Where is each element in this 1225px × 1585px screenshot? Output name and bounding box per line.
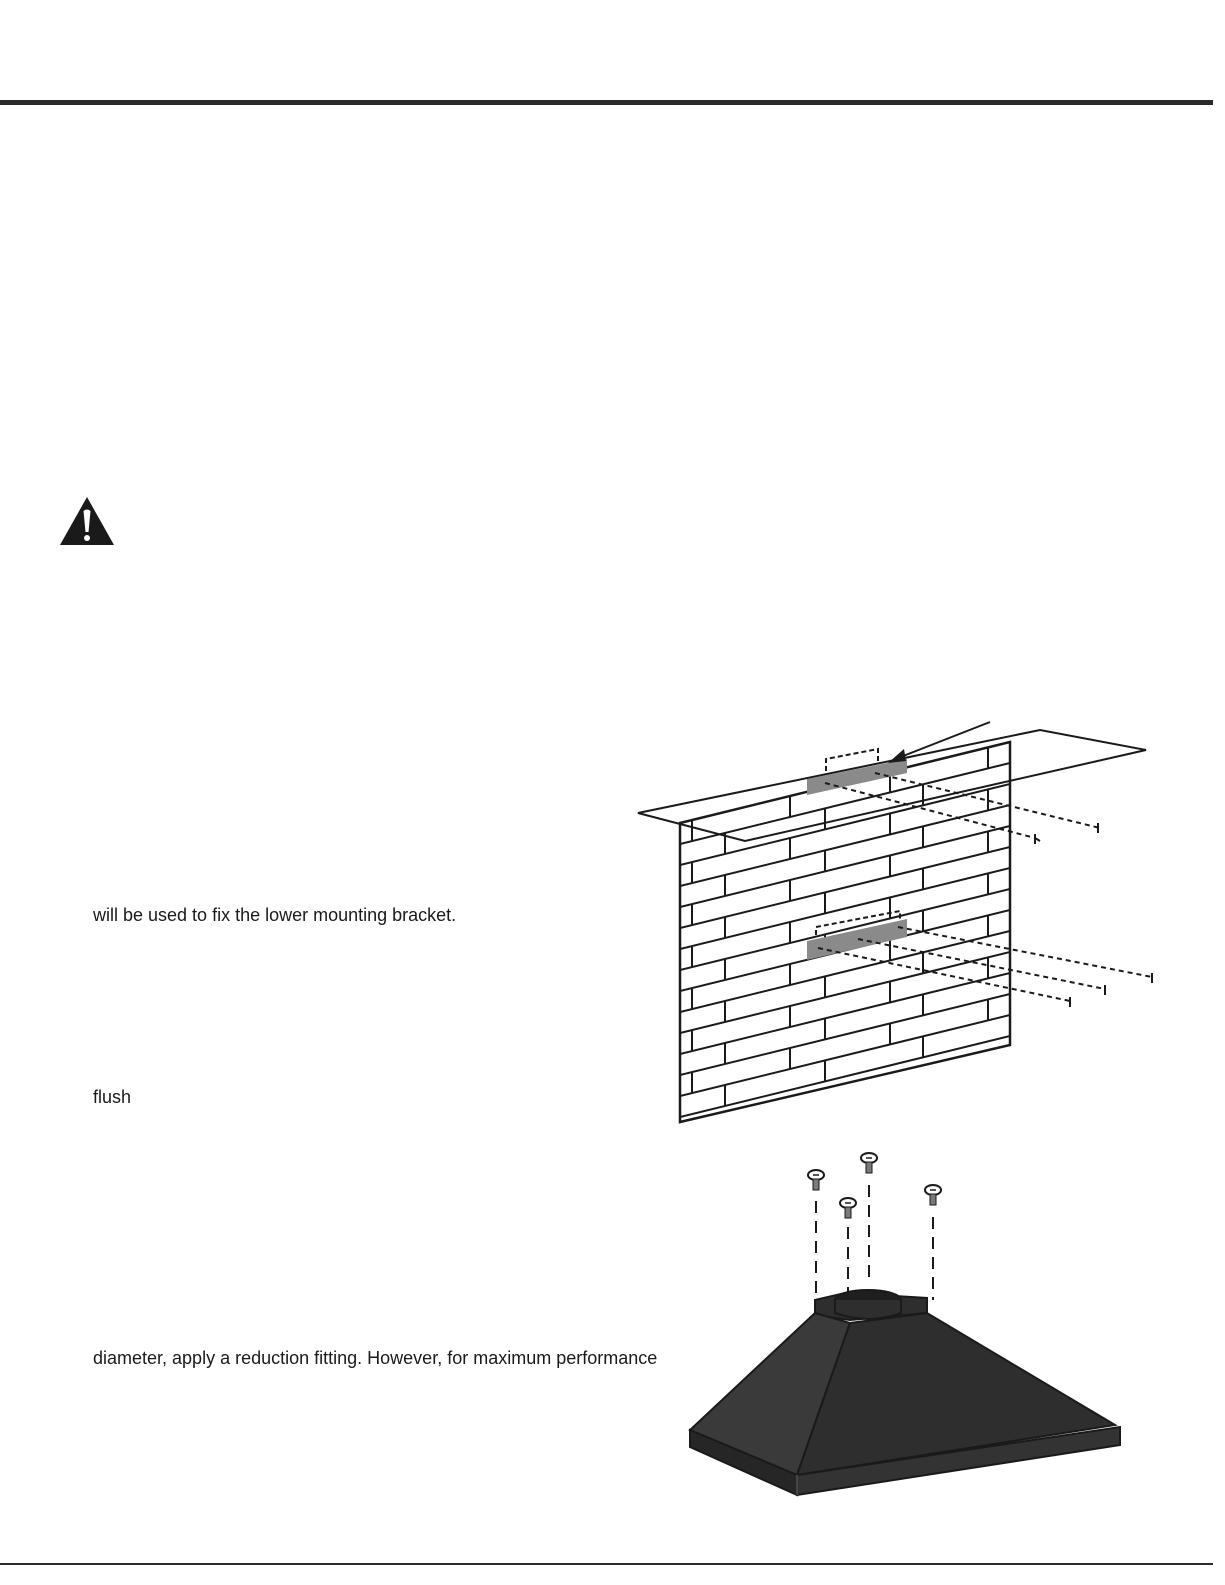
warning-icon [59, 496, 115, 546]
instruction-reduction-fitting-text: diameter, apply a reduction fitting. However, for maximum performance [93, 1348, 658, 1368]
screw-icons [808, 1153, 941, 1218]
hood-screws-diagram [685, 1145, 1125, 1500]
footer-rule [0, 1563, 1213, 1565]
wall-mounting-diagram [630, 715, 1160, 1130]
instruction-lower-bracket-text: will be used to fix the lower mounting bracket. [93, 905, 457, 925]
instruction-flush-text: flush [93, 1087, 132, 1107]
header-rule [0, 100, 1213, 105]
